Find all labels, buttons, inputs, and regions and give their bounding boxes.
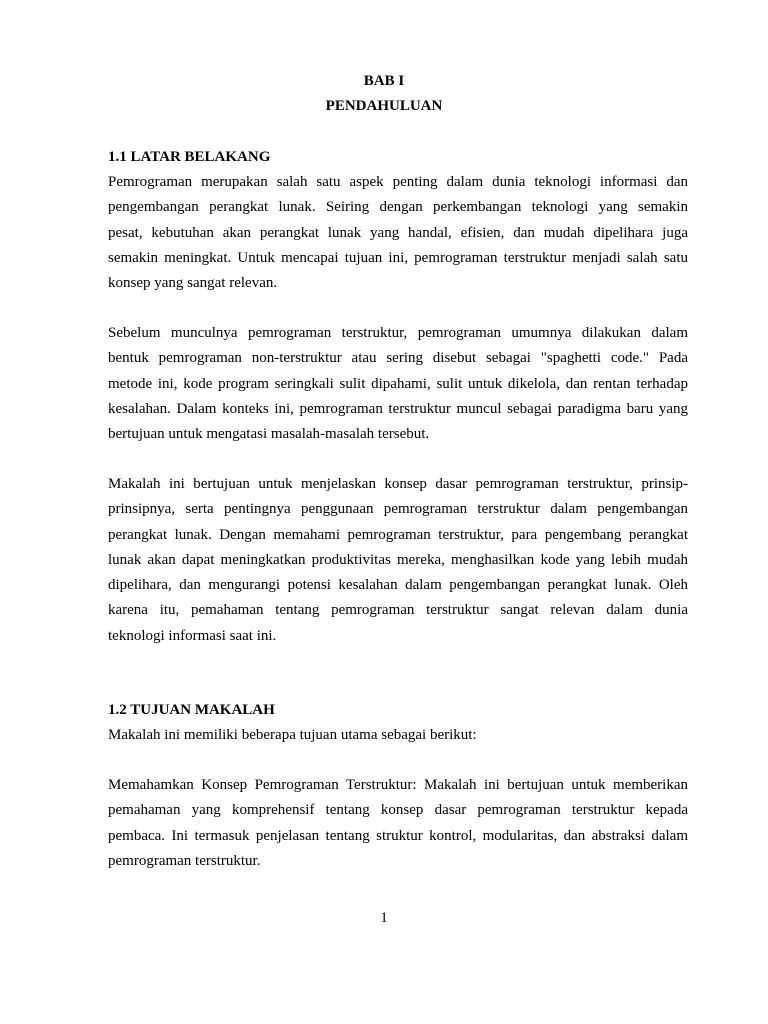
chapter-title: PENDAHULUAN bbox=[325, 98, 443, 114]
paragraph bbox=[108, 773, 688, 874]
chapter-label: BAB I bbox=[363, 73, 405, 89]
paragraph-line: Makalah ini bertujuan untuk menjelaskan konsep dasar pemrograman terstruktur, prinsip- bbox=[108, 476, 688, 492]
paragraph-line: konsep yang sangat relevan. bbox=[108, 275, 278, 292]
paragraph-line: perangkat lunak. Dengan memahami pemrograman terstruktur, para pengembang perangkat bbox=[108, 526, 688, 543]
paragraph-line: kesalahan. Dalam konteks ini, pemrograman terstruktur muncul sebagai paradigma baru yang bbox=[108, 400, 688, 417]
section-heading-tujuan-makalah: 1.2 TUJUAN MAKALAH bbox=[108, 702, 275, 718]
paragraph-line: dipelihara, dan mengurangi potensi kesalahan dalam pengembangan perangkat lunak. Oleh bbox=[108, 577, 688, 594]
paragraph-line: pemrograman terstruktur. bbox=[108, 852, 261, 869]
paragraph-line: pemahaman yang komprehensif tentang konsep dasar pemrograman terstruktur kepada bbox=[108, 802, 688, 819]
paragraph bbox=[108, 170, 688, 296]
paragraph bbox=[108, 321, 688, 447]
paragraph-line: bertujuan untuk mengatasi masalah-masalah tersebut. bbox=[108, 426, 430, 443]
paragraph-line: prinsipnya, serta pentingnya penggunaan pemrograman terstruktur dalam pengembangan bbox=[108, 501, 688, 518]
paragraph bbox=[108, 472, 688, 649]
paragraph bbox=[108, 723, 688, 748]
chapter-header bbox=[0, 69, 768, 119]
paragraph-line: Makalah ini memiliki beberapa tujuan utama sebagai berikut: bbox=[108, 727, 477, 743]
paragraph-line: teknologi informasi saat ini. bbox=[108, 627, 277, 644]
paragraph-line: Pemrograman merupakan salah satu aspek penting dalam dunia teknologi informasi dan bbox=[108, 174, 688, 190]
paragraph-line: pembaca. Ini termasuk penjelasan tentang struktur kontrol, modularitas, dan abstraksi dalam bbox=[108, 827, 688, 844]
paragraph-line: semakin meningkat. Untuk mencapai tujuan ini, pemrograman terstruktur menjadi salah satu bbox=[108, 249, 688, 266]
page-number: 1 bbox=[380, 910, 388, 926]
paragraph-line: bentuk pemrograman non-terstruktur atau sering disebut sebagai "spaghetti code." Pada bbox=[108, 350, 688, 367]
paragraph-line: Sebelum munculnya pemrograman terstruktur, pemrograman umumnya dilakukan dalam bbox=[108, 325, 688, 341]
paragraph-line: metode ini, kode program seringkali sulit dipahami, sulit untuk dikelola, dan rentan terhadap bbox=[108, 375, 688, 392]
paragraph-line: lunak akan dapat meningkatkan produktivitas mereka, menghasilkan kode yang lebih mudah bbox=[108, 551, 688, 568]
paragraph-line: karena itu, pemahaman tentang pemrograman terstruktur sangat relevan dalam dunia bbox=[108, 602, 688, 619]
section-heading-latar-belakang: 1.1 LATAR BELAKANG bbox=[108, 149, 271, 165]
paragraph-line: pengembangan perangkat lunak. Seiring dengan perkembangan teknologi yang semakin bbox=[108, 199, 688, 216]
paragraph-line: Memahamkan Konsep Pemrograman Terstruktur: Makalah ini bertujuan untuk memberikan bbox=[108, 777, 688, 793]
paragraph-line: pesat, kebutuhan akan perangkat lunak yang handal, efisien, dan mudah dipelihara juga bbox=[108, 224, 688, 241]
